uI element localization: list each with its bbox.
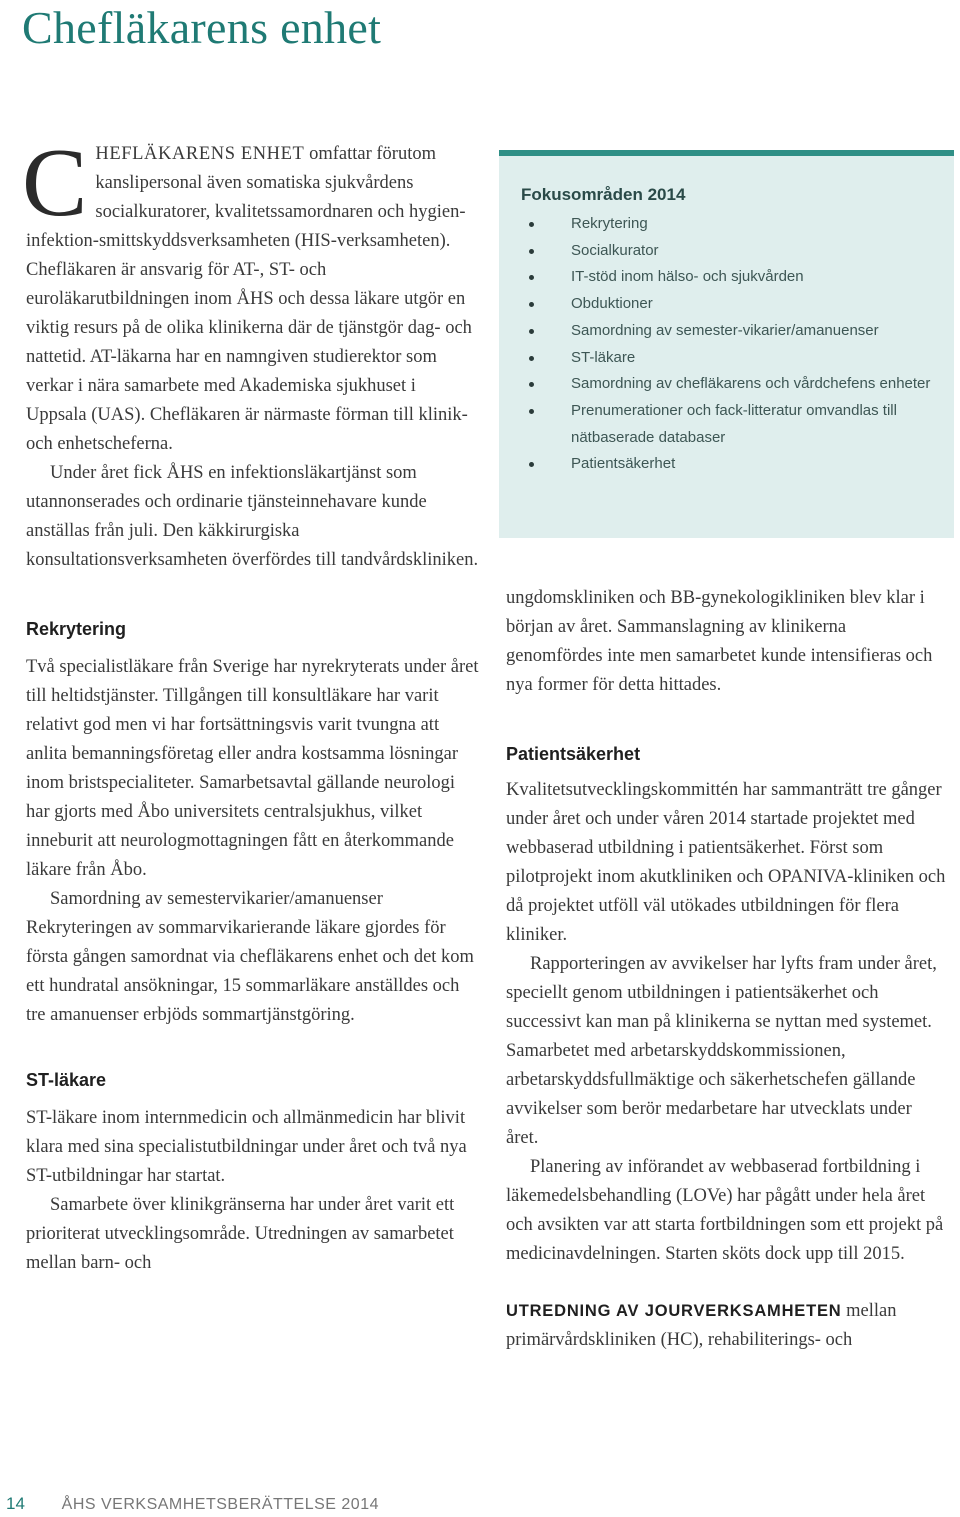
rekrytering-paragraph-2: Samordning av semestervikarier/amanuenser Rekryteringen av sommarvikarierande läkare gjordes för första gången samordnat via chefläkarens enhet och det kom ett hundratal ansökningar, 15 sommarläkare anställdes och tre amanuenser erbjöds sommartjänstgöring. bbox=[26, 889, 474, 1025]
drop-cap: C bbox=[22, 129, 88, 237]
right-column bbox=[506, 584, 946, 1355]
report-title: ÅHS VERKSAMHETSBERÄTTELSE 2014 bbox=[61, 1496, 379, 1513]
intro-text: omfattar förutom kanslipersonal även somatiska sjukvårdens socialkuratorer, kvalitetssamordnaren och hygien-infektion-smittskyddsverksamheten (HIS-verksamheten). Chefläkaren är ansvarig för AT-, ST- och euroläkarutbildningen inom ÅHS och dessa läkare utgör en viktig resurs på de olika klinikerna där de tjänstgör dag- och nattetid. AT-läkarna har en namngiven studierektor som verkar i nära samarbete med Akademiska sjukhuset i Uppsala (UAS). Chefläkaren är närmaste förman till klinik- och enhetscheferna. bbox=[26, 144, 472, 454]
patientsakerhet-paragraph: Kvalitetsutvecklingskommittén har sammanträtt tre gånger under året och under våren 2014 startade projektet med webbaserad utbildning i patientsäkerhet. Först som pilotprojekt inom akutkliniken och OPANIVA-kliniken och då projektet utföll väl utökades utbildningen för flera kliniker. bbox=[506, 780, 946, 945]
utredning-heading: UTREDNING AV JOURVERKSAMHETEN bbox=[506, 1302, 842, 1320]
patientsakerhet-paragraph-2: Rapporteringen av avvikelser har lyfts fram under året, speciellt genom utbildningen i patientsäkerhet och successivt kan man på klinikerna se nyttan med systemet. Samarbetet med arbetarskyddskommissionen, arbetarskyddsfullmäktige och säkerhetschefen gällande avvikelser som berör medarbetare har utvecklats under året. bbox=[506, 954, 937, 1148]
intro-paragraph-2: Under året fick ÅHS en infektionsläkartjänst som utannonserades och ordinarie tjänsteinnehavare kunde anställas från juli. Den käkkirurgiska konsultationsverksamheten överfördes till tandvårdskliniken. bbox=[26, 463, 479, 570]
page-number: 14 bbox=[6, 1494, 25, 1513]
focus-item: IT-stöd inom hälso- och sjukvården bbox=[521, 264, 938, 291]
focus-areas-box bbox=[499, 150, 954, 538]
intro-lead: HEFLÄKARENS ENHET bbox=[95, 144, 305, 164]
utredning-text: mellan primärvårdskliniken (HC), rehabiliterings- och bbox=[506, 1301, 897, 1350]
left-column bbox=[22, 129, 481, 1278]
focus-item: Socialkurator bbox=[521, 238, 938, 265]
patientsakerhet-heading: Patientsäkerhet bbox=[506, 744, 641, 764]
st-lakare-paragraph-2: Samarbete över klinikgränserna har under året varit ett prioriterat utvecklingsområde. Utredningen av samarbetet mellan barn- och bbox=[26, 1195, 455, 1273]
intro-paragraph bbox=[22, 129, 481, 459]
page-title: Chefläkarens enhet bbox=[22, 2, 382, 53]
focus-item: Samordning av chefläkarens och vårdchefens enheter bbox=[521, 371, 938, 398]
focus-item: ST-läkare bbox=[521, 345, 938, 372]
patientsakerhet-paragraph-3: Planering av införandet av webbaserad fortbildning i läkemedelsbehandling (LOVe) har pågått under hela året och avsikten var att starta fortbildningen som ett projekt på medicinavdelningen. Starten sköts dock upp till 2015. bbox=[506, 1157, 944, 1264]
focus-item: Prenumerationer och fack-litteratur omvandlas till nätbaserade databaser bbox=[521, 398, 938, 451]
focus-areas-list bbox=[521, 211, 938, 478]
focus-item: Obduktioner bbox=[521, 291, 938, 318]
st-lakare-paragraph: ST-läkare inom internmedicin och allmänmedicin har blivit klara med sina specialistutbildningar under året och två nya ST-utbildningar har startat. bbox=[26, 1108, 467, 1186]
focus-item: Samordning av semester-vikarier/amanuenser bbox=[521, 318, 938, 345]
rekrytering-paragraph: Två specialistläkare från Sverige har nyrekryterats under året till heltidstjänster. Tillgången till konsultläkare har varit relativt god men vi har fortsättningsvis varit tvungna att anlita bemanningsföretag eller andra kostsamma lösningar inom bristspecialiteter. Samarbetsavtal gällande neurologi har gjorts med Åbo universitets centralsjukhus, vilket inneburit att neurologmottagningen fått en återkommande läkare från Åbo. bbox=[26, 657, 479, 880]
focus-item: Rekrytering bbox=[521, 211, 938, 238]
focus-areas-title: Fokusområden 2014 bbox=[521, 185, 686, 204]
page-footer bbox=[6, 1494, 379, 1514]
continued-paragraph: ungdomskliniken och BB-gynekologikliniken blev klar i början av året. Sammanslagning av klinikerna genomfördes inte men samarbetet kunde intensifieras och nya former för detta hittades. bbox=[506, 588, 933, 695]
focus-item: Patientsäkerhet bbox=[521, 451, 938, 478]
rekrytering-heading: Rekrytering bbox=[26, 619, 127, 639]
st-lakare-heading: ST-läkare bbox=[26, 1070, 107, 1090]
utredning-paragraph bbox=[506, 1297, 946, 1355]
